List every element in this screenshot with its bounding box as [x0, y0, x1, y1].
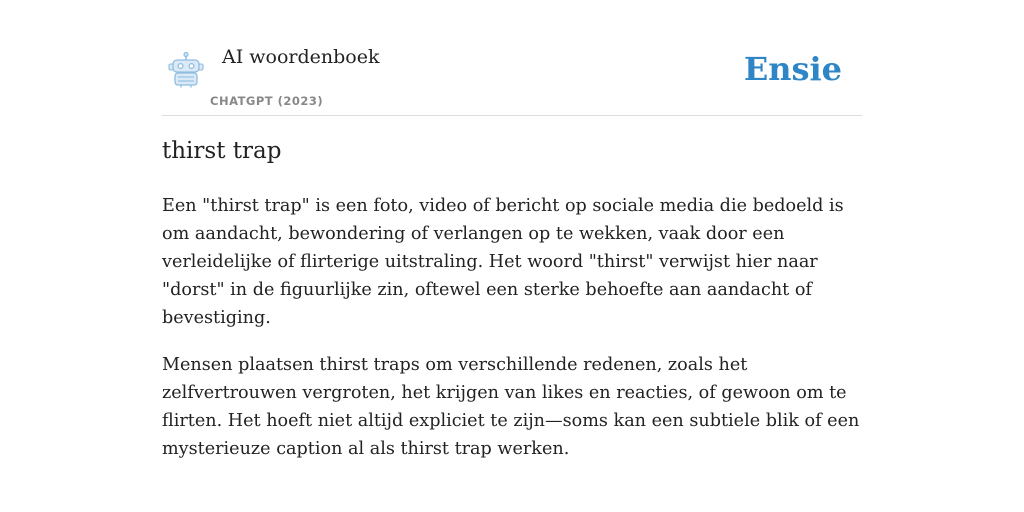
- header: [162, 40, 862, 116]
- robot-icon: [166, 52, 206, 88]
- site-title[interactable]: AI woordenboek: [222, 46, 380, 68]
- definition-paragraph: Een "thirst trap" is een foto, video of bericht op sociale media die bedoeld is om aandacht, bewondering of verlangen op te wekken, vaak door een verleidelijke of flirterige uitstraling. Het woord "thirst" verwijst hier naar "dorst" in de figuurlijke zin, oftewel een sterke behoefte aan aandacht of bevestiging.: [162, 196, 844, 328]
- brand-logo[interactable]: Ensie: [743, 50, 842, 88]
- entry-term: thirst trap: [162, 138, 282, 164]
- definition: [162, 192, 867, 482]
- source-label: CHATGPT (2023): [210, 94, 324, 108]
- definition-paragraph: Mensen plaatsen thirst traps om verschillende redenen, zoals het zelfvertrouwen vergroten, het krijgen van likes en reacties, of gewoon om te flirten. Het hoeft niet altijd expliciet te zijn—soms kan een subtiele blik of een mysterieuze caption al als thirst trap werken.: [162, 355, 860, 459]
